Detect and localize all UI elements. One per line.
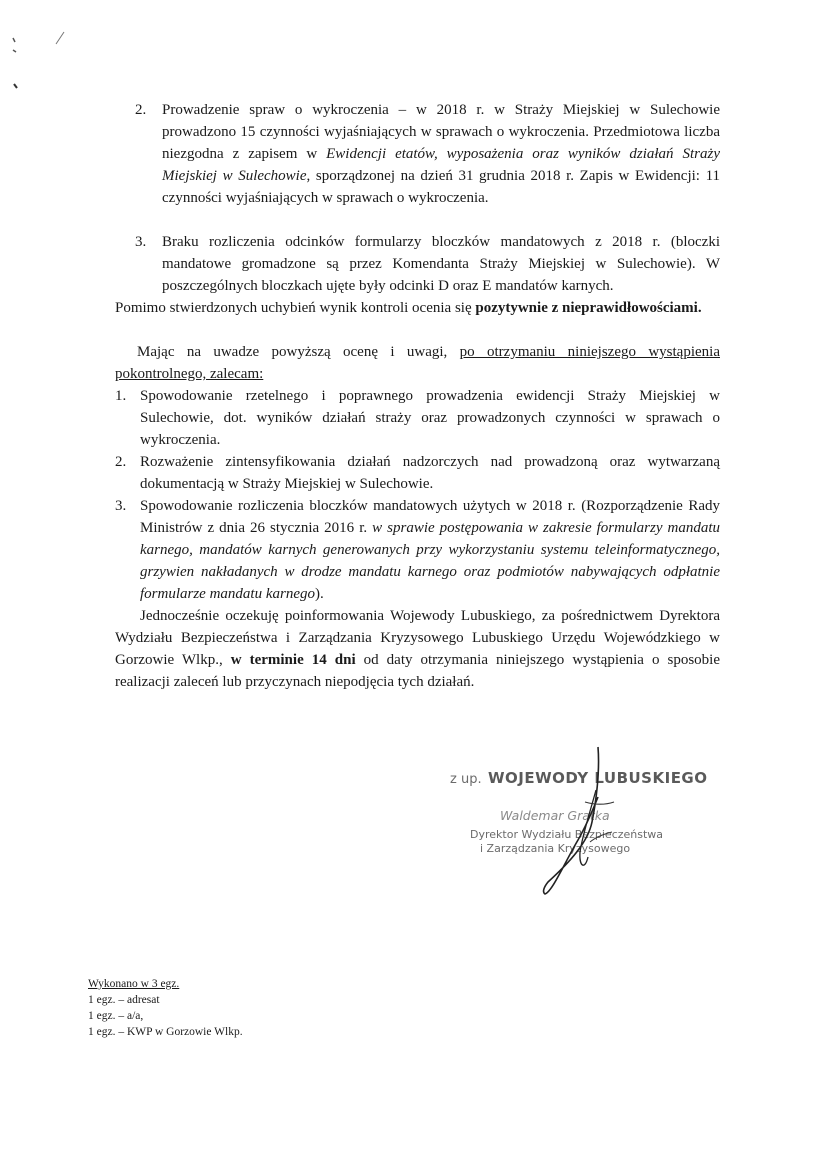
handwritten-signature <box>530 742 620 902</box>
stamp-prefix: z up. <box>450 772 482 787</box>
list2-item2-number: 2. <box>115 454 127 470</box>
stamp-name: Waldemar Gratka <box>500 808 610 823</box>
footer-line: 1 egz. – KWP w Gorzowie Wlkp. <box>88 1026 243 1038</box>
margin-marks <box>8 30 78 100</box>
list1-item3-number: 3. <box>135 234 147 250</box>
list1-item2-number: 2. <box>135 102 147 118</box>
list2-item3-number: 3. <box>115 498 127 514</box>
stamp-role-line2: i Zarządzania Kryzysowego <box>480 842 631 855</box>
copies-footer <box>88 976 243 1040</box>
recommendation-intro: Mając na uwadze powyższą ocenę i uwagi, po otrzymaniu niniejszego wystąpienia pokontrolnego, zalecam: <box>115 344 720 382</box>
stamp-title: WOJEWODY LUBUSKIEGO <box>488 769 708 787</box>
list2-item1-number: 1. <box>115 388 127 404</box>
list2-item1-text: Spowodowanie rzetelnego i poprawnego prowadzenia ewidencji Straży Miejskiej w Sulechowie, dot. wyników działań straży oraz prowadzonych czynności w sprawach o wykroczenia. <box>140 388 720 448</box>
list2-item2-text: Rozważenie zintensyfikowania działań nadzorczych nad prowadzoną oraz wytwarzaną dokumentacją w Straży Miejskiej w Sulechowie. <box>140 454 720 492</box>
stamp-role-line1: Dyrektor Wydziału Bezpieczeństwa <box>470 828 664 841</box>
footer-line: 1 egz. – adresat <box>88 994 160 1006</box>
closing-paragraph: Jednocześnie oczekuję poinformowania Wojewody Lubuskiego, za pośrednictwem Dyrektora Wydziału Bezpieczeństwa i Zarządzania Kryzysowego Lubuskiego Urzędu Wojewódzkiego w Gorzowie Wlkp., w terminie 14 dni od daty otrzymania niniejszego wystąpienia o sposobie realizacji zaleceń lub przyczynach niepodjęcia tych działań. <box>115 608 720 690</box>
footer-heading: Wykonano w 3 egz. <box>88 978 180 990</box>
list1-item2-text: Prowadzenie spraw o wykroczenia – w 2018 r. w Straży Miejskiej w Sulechowie prowadzono 15 czynności wyjaśniających w sprawach o wykroczenia. Przedmiotowa liczba niezgodna z zapisem w Ewidencji etatów, wyposażenia oraz wyników działań Straży Miejskiej w Sulechowie, sporządzonej na dzień 31 grudnia 2018 r. Zapis w Ewidencji: 11 czynności wyjaśniających w sprawach o wykroczenia. <box>162 102 721 206</box>
assessment-paragraph: Pomimo stwierdzonych uchybień wynik kontroli ocenia się pozytywnie z nieprawidłowościami. <box>115 300 702 316</box>
list1-item3-text: Braku rozliczenia odcinków formularzy bloczków mandatowych z 2018 r. (bloczki mandatowe gromadzone są przez Komendanta Straży Miejskiej w Sulechowie). W poszczególnych bloczkach ujęte były odcinki D oraz E mandatów karnych. <box>162 234 720 294</box>
list2-item3-text: Spowodowanie rozliczenia bloczków mandatowych użytych w 2018 r. (Rozporządzenie Rady Ministrów z dnia 26 stycznia 2016 r. w sprawie postępowania w zakresie formularzy mandatu karnego, mandatów karnych generowanych przy wykorzystaniu systemu teleinformatycznego, grzywien nakładanych w drodze mandatu karnego oraz podmiotów nabywających odpłatnie formularze mandatu karnego). <box>140 498 720 602</box>
footer-line: 1 egz. – a/a, <box>88 1010 144 1022</box>
